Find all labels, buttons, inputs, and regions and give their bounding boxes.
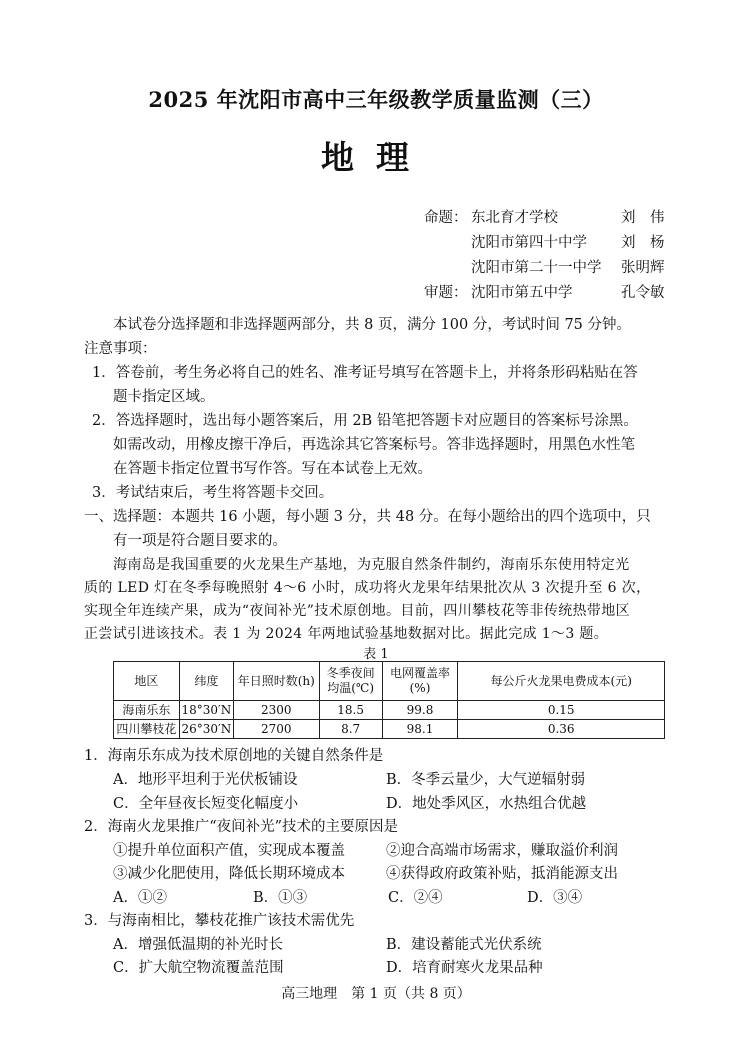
statement-4: ④获得政府政策补贴，抵消能源支出 — [386, 866, 618, 882]
notice-item-2-cont: 在答题卡指定位置书写作答。写在本试卷上无效。 — [113, 461, 432, 477]
author-list — [424, 206, 704, 306]
header-cell: 年日照时数(h) — [233, 662, 319, 701]
section-heading-cont: 有一项是符合题目要求的。 — [113, 533, 287, 549]
notice-item-2-cont: 如需改动，用橡皮擦干净后，再选涂其它答案标号。答非选择题时，用黑色水性笔 — [113, 437, 635, 453]
header-cell-line: 冬季夜间 — [326, 666, 375, 680]
table-cell: 98.1 — [382, 720, 458, 739]
table-cell: 0.36 — [458, 720, 665, 739]
exam-title: 2025 年沈阳市高中三年级教学质量监测（三） — [148, 87, 604, 112]
reviewer-name: 孔令敏 — [621, 285, 665, 301]
option-a[interactable]: A．①② — [113, 890, 167, 906]
header-cell — [319, 662, 382, 701]
option-b[interactable]: B．①③ — [253, 890, 308, 906]
reviewer-role-label: 审题： — [424, 285, 468, 301]
option-d[interactable]: D．培育耐寒火龙果品种 — [386, 960, 543, 976]
passage-line: 正尝试引进该技术。表 1 为 2024 年两地试验基地数据对比。据此完成 1～3 题。 — [84, 626, 609, 642]
exam-intro: 本试卷分选择题和非选择题两部分，共 8 页，满分 100 分，考试时间 75 分钟。 — [113, 317, 632, 333]
notice-item-1: 1．答卷前，考生务必将自己的姓名、准考证号填写在答题卡上，并将条形码粘贴在答 — [92, 365, 638, 381]
passage-line: 海南岛是我国重要的火龙果生产基地，为克服自然条件制约，海南乐东使用特定光 — [113, 557, 630, 573]
table-cell: 2300 — [233, 701, 319, 720]
table-cell: 99.8 — [382, 701, 458, 720]
reviewer-school: 沈阳市第五中学 — [471, 285, 573, 301]
passage-line: 实现全年连续产果，成为“夜间补光”技术原创地。目前，四川攀枝花等非传统热带地区 — [84, 603, 630, 619]
data-table — [113, 661, 665, 739]
page-footer: 高三地理 第 1 页（共 8 页） — [281, 986, 471, 1002]
author-name: 刘 伟 — [621, 210, 665, 226]
table-cell: 0.15 — [458, 701, 665, 720]
option-a[interactable]: A．增强低温期的补光时长 — [113, 937, 283, 953]
question-stem: 1．海南乐东成为技术原创地的关键自然条件是 — [84, 748, 384, 764]
table-cell: 海南乐东 — [114, 701, 180, 720]
question-stem: 2．海南火龙果推广“夜间补光”技术的主要原因是 — [84, 819, 399, 835]
statement-3: ③减少化肥使用，降低长期环境成本 — [113, 866, 345, 882]
option-b[interactable]: B．建设蓄能式光伏系统 — [386, 937, 542, 953]
option-c[interactable]: C．②④ — [388, 890, 443, 906]
header-cell-line: 均温(℃) — [327, 681, 375, 695]
statement-2: ②迎合高端市场需求，赚取溢价利润 — [386, 843, 618, 859]
question-stem: 3．与海南相比，攀枝花推广该技术需优先 — [84, 913, 355, 929]
notice-item-3: 3．考试结束后，考生将答题卡交回。 — [92, 485, 334, 501]
table-cell: 18.5 — [319, 701, 382, 720]
option-d[interactable]: D．地处季风区，水热组合优越 — [386, 796, 587, 812]
option-a[interactable]: A．地形平坦利于光伏板铺设 — [113, 772, 298, 788]
author-name: 张明辉 — [621, 260, 665, 276]
table-cell: 8.7 — [319, 720, 382, 739]
notice-item-2: 2．答选择题时，选出每小题答案后，用 2B 铅笔把答题卡对应题目的答案标号涂黑。 — [92, 413, 638, 429]
section-heading: 一、选择题：本题共 16 小题，每小题 3 分，共 48 分。在每小题给出的四个选项中，只 — [84, 509, 651, 525]
option-b[interactable]: B．冬季云量少，大气逆辐射弱 — [386, 772, 586, 788]
statement-1: ①提升单位面积产值，实现成本覆盖 — [113, 843, 345, 859]
author-school: 沈阳市第四十中学 — [471, 235, 587, 251]
table-cell: 26°30′N — [179, 720, 233, 739]
passage-line: 质的 LED 灯在冬季每晚照射 4～6 小时，成功将火龙果年结果批次从 3 次提升至 6 次， — [84, 580, 651, 596]
option-c[interactable]: C．全年昼夜长短变化幅度小 — [113, 796, 299, 812]
header-cell-line: (%) — [409, 681, 431, 695]
author-role-label: 命题： — [424, 210, 468, 226]
header-cell-line: 电网覆盖率 — [389, 666, 450, 680]
header-cell: 纬度 — [179, 662, 233, 701]
author-school: 沈阳市第二十一中学 — [471, 260, 602, 276]
table-cell: 四川攀枝花 — [114, 720, 180, 739]
notice-heading: 注意事项： — [84, 341, 157, 357]
header-cell: 每公斤火龙果电费成本(元) — [458, 662, 665, 701]
table-cell: 2700 — [233, 720, 319, 739]
subject-title: 地理 — [321, 138, 431, 177]
option-c[interactable]: C．扩大航空物流覆盖范围 — [113, 960, 284, 976]
table-row — [114, 720, 665, 739]
header-cell: 地区 — [114, 662, 180, 701]
table-header-row — [114, 662, 665, 701]
table-row — [114, 701, 665, 720]
table-caption: 表 1 — [363, 647, 389, 662]
option-d[interactable]: D．③④ — [527, 890, 583, 906]
table-cell: 18°30′N — [179, 701, 233, 720]
notice-item-1-cont: 题卡指定区域。 — [113, 389, 215, 405]
author-name: 刘 杨 — [621, 235, 665, 251]
author-school: 东北育才学校 — [471, 210, 558, 226]
header-cell — [382, 662, 458, 701]
